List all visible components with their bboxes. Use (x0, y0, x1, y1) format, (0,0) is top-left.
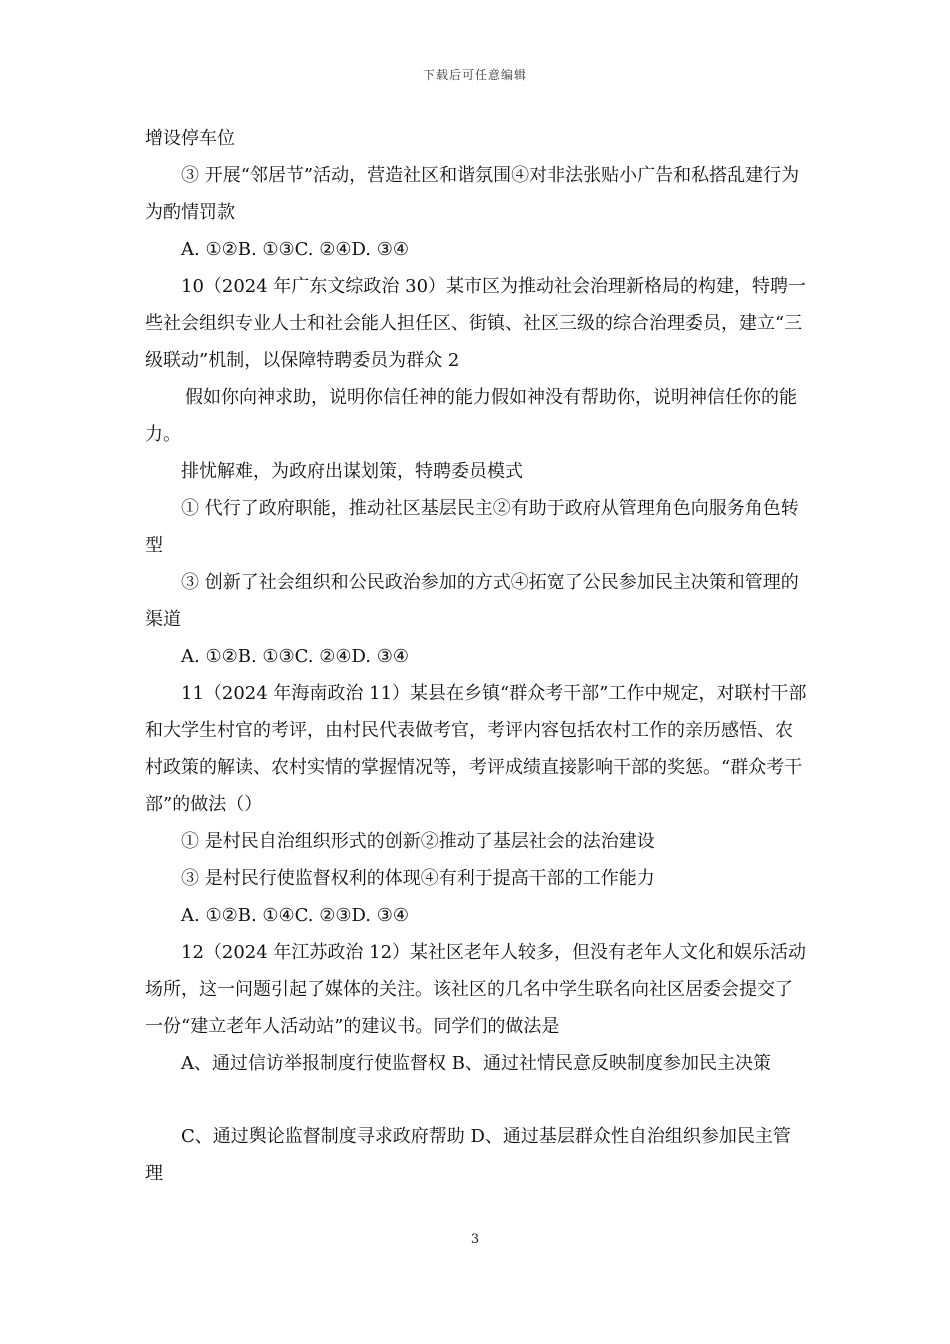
q11-options-1-2: ① 是村民自治组织形式的创新②推动了基层社会的法治建设 (181, 831, 655, 852)
q12-stem: 12（2024 年江苏政治 12）某社区老年人较多，但没有老年人文化和娱乐活动场所，这一问题引起了媒体的关注。该社区的几名中学生联名向社区居委会提交了一份“建立老年人活动站”的建议书。同学们的做法是 (145, 942, 807, 1037)
q11-stem: 11（2024 年海南政治 11）某县在乡镇“群众考干部”工作中规定，对联村干部和大学生村官的考评，由村民代表做考官，考评内容包括农村工作的亲历感悟、农村政策的解读、农村实情的掌握情况等，考评成绩直接影响干部的奖惩。“群众考干部”的做法（） (145, 683, 807, 815)
q10-stem: 10（2024 年广东文综政治 30）某市区为推动社会治理新格局的构建，特聘一些社会组织专业人士和社会能人担任区、街镇、社区三级的综合治理委员，建立“三级联动”机制，以保障特聘委员为群众 2 (145, 276, 807, 371)
q11-options-3-4: ③ 是村民行使监督权利的体现④有利于提高干部的工作能力 (181, 868, 655, 889)
q10-options-1-2: ① 代行了政府职能，推动社区基层民主②有助于政府从管理角色向服务角色转型 (145, 498, 799, 556)
paragraph-continuation: 增设停车位 (145, 128, 235, 149)
blank-line (145, 1082, 807, 1118)
q12-options-c-d: C、通过舆论监督制度寻求政府帮助 D、通过基层群众性自治组织参加民主管理 (145, 1126, 791, 1184)
q10-stem-continued: 排忧解难，为政府出谋划策，特聘委员模式 (181, 461, 523, 482)
inserted-quote: 假如你向神求助，说明你信任神的能力假如神没有帮助你，说明神信任你的能力。 (145, 387, 797, 445)
document-body (145, 120, 807, 1192)
page-header: 下载后可任意编辑 (422, 68, 527, 82)
q10-options-3-4: ③ 创新了社会组织和公民政治参加的方式④拓宽了公民参加民主决策和管理的渠道 (145, 572, 799, 630)
q12-options-a-b: A、通过信访举报制度行使监督权 B、通过社情民意反映制度参加民主决策 (181, 1053, 771, 1074)
page-number: 3 (470, 1232, 480, 1247)
q9-options-3-4: ③ 开展“邻居节”活动，营造社区和谐氛围④对非法张贴小广告和私搭乱建行为为酌情罚款 (145, 165, 800, 223)
q10-answer-choices: A. ①②B. ①③C. ②④D. ③④ (181, 646, 410, 667)
q11-answer-choices: A. ①②B. ①④C. ②③D. ③④ (181, 905, 410, 926)
q9-answer-choices: A. ①②B. ①③C. ②④D. ③④ (181, 239, 410, 260)
